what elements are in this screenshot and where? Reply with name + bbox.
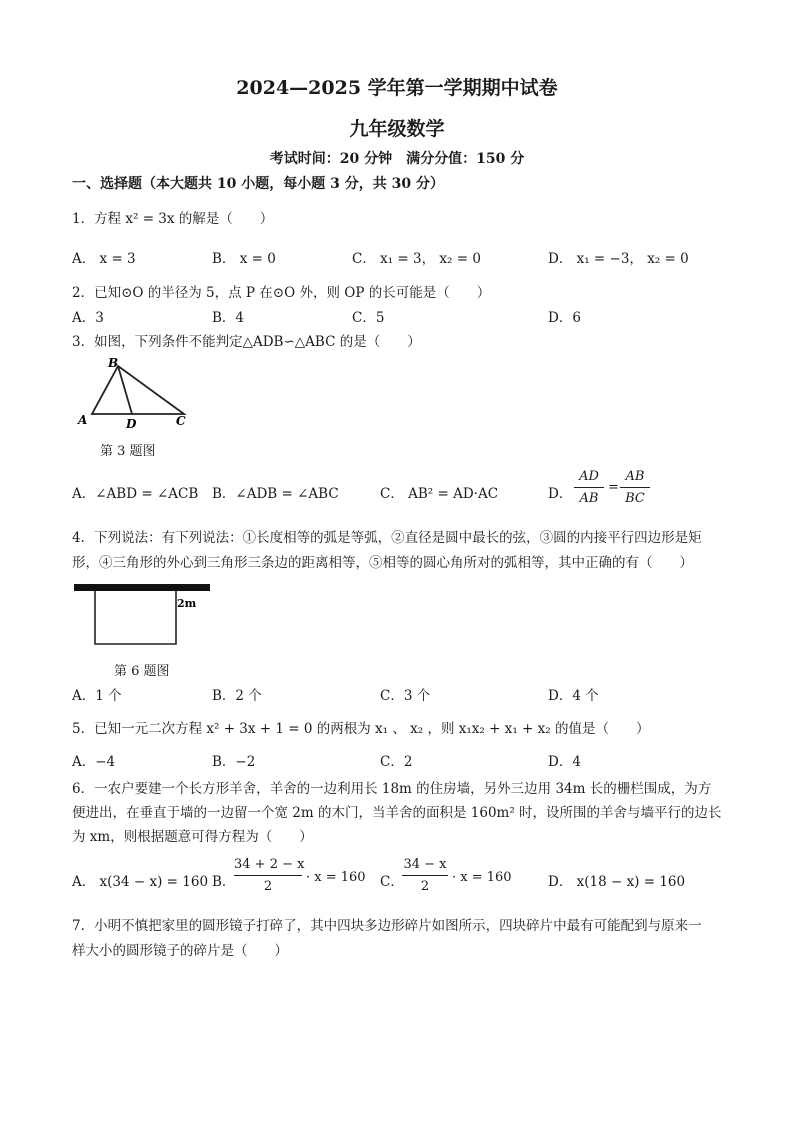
q1-option-a: A． x = 3 bbox=[72, 251, 136, 267]
q5-option-b: B．−2 bbox=[212, 754, 256, 770]
gate-width-label: 2m bbox=[177, 597, 197, 610]
q2-option-d: D．6 bbox=[548, 310, 581, 326]
fraction-2-bar bbox=[620, 487, 650, 488]
q6-option-c: C． bbox=[380, 874, 404, 890]
label-c: C bbox=[176, 414, 186, 428]
option-b-tail: · x = 160 bbox=[306, 870, 366, 885]
q2-option-a: A．3 bbox=[72, 310, 104, 326]
label-d: D bbox=[126, 417, 137, 431]
figure-3-caption: 第 3 题图 bbox=[100, 444, 156, 459]
fraction-2-denominator: BC bbox=[625, 491, 645, 506]
q4-option-b: B．2 个 bbox=[212, 688, 262, 704]
section-heading: 一、选择题（本大题共 10 小题，每小题 3 分，共 30 分） bbox=[72, 176, 444, 192]
question-3-stem: 3．如图，下列条件不能判定△ADB∽△ABC 的是（ ） bbox=[72, 334, 421, 350]
fraction-2-numerator: AB bbox=[625, 469, 645, 484]
option-b-bar bbox=[234, 875, 302, 876]
question-2-stem: 2．已知⊙O 的半径为 5，点 P 在⊙O 外，则 OP 的长可能是（ ） bbox=[72, 285, 491, 301]
option-b-denominator: 2 bbox=[263, 879, 273, 894]
q6-option-d: D． x(18 − x) = 160 bbox=[548, 874, 686, 890]
q1-option-c: C． x₁ = 3， x₂ = 0 bbox=[352, 251, 481, 267]
option-c-denominator: 2 bbox=[420, 879, 430, 894]
question-7-stem-line-1: 7．小明不慎把家里的圆形镜子打碎了，其中四块多边形碎片如图所示，四块碎片中最有可能配到与原来一 bbox=[72, 918, 702, 934]
wall-bar bbox=[74, 584, 210, 591]
fraction-equals: = bbox=[608, 480, 619, 495]
question-6-stem-line-1: 6．一农户要建一个长方形羊舍，羊舍的一边利用长 18m 的住房墙，另外三边用 34m 长的栅栏围成，为方 bbox=[72, 781, 712, 797]
q4-option-a: A．1 个 bbox=[72, 688, 122, 704]
question-4-stem-line-2: 形，④三角形的外心到三角形三条边的距离相等，⑤相等的圆心角所对的弧相等，其中正确的有（ ） bbox=[72, 555, 693, 571]
q5-option-d: D．4 bbox=[548, 754, 581, 770]
label-b: B bbox=[108, 356, 119, 370]
figure-6-caption: 第 6 题图 bbox=[114, 664, 170, 679]
fence-outline bbox=[95, 591, 176, 644]
question-7-stem-line-2: 样大小的圆形镜子的碎片是（ ） bbox=[72, 943, 288, 959]
exam-info: 考试时间：20 分钟 满分分值：150 分 bbox=[269, 151, 525, 167]
exam-title: 2024—2025 学年第一学期期中试卷 bbox=[236, 77, 558, 99]
q6-option-b: B． bbox=[212, 874, 236, 890]
question-4-stem-line-1: 4．下列说法：有下列说法：①长度相等的弧是等弧，②直径是圆中最长的弦，③圆的内接平行四边形是矩 bbox=[72, 530, 702, 546]
q6-option-a: A． x(34 − x) = 160 bbox=[72, 874, 209, 890]
label-a: A bbox=[78, 413, 88, 427]
question-6-stem-line-2: 便进出，在垂直于墙的一边留一个宽 2m 的木门，当羊舍的面积是 160m² 时，设所围的羊舍与墙平行的边长 bbox=[72, 805, 722, 821]
question-6-stem-line-3: 为 xm，则根据题意可得方程为（ ） bbox=[72, 829, 313, 845]
q3-option-c: C． AB² = AD·AC bbox=[380, 486, 499, 502]
option-c-bar bbox=[402, 875, 448, 876]
triangle-abc bbox=[92, 366, 184, 414]
q5-option-a: A．−4 bbox=[72, 754, 116, 770]
q1-option-d: D． x₁ = −3， x₂ = 0 bbox=[548, 251, 689, 267]
pen-figure bbox=[74, 580, 214, 652]
option-c-numerator: 34 − x bbox=[403, 857, 447, 872]
exam-subtitle: 九年级数学 bbox=[349, 118, 445, 140]
question-1-stem: 1．方程 x² = 3x 的解是（ ） bbox=[72, 211, 274, 227]
question-5-stem: 5．已知一元二次方程 x² + 3x + 1 = 0 的两根为 x₁ 、 x₂ ，则 x₁x₂ + x₁ + x₂ 的值是（ ） bbox=[72, 721, 650, 737]
fraction-1-bar bbox=[574, 487, 604, 488]
option-c-tail: · x = 160 bbox=[452, 870, 512, 885]
q3-option-b: B．∠ADB = ∠ABC bbox=[212, 486, 339, 502]
q3-option-a: A．∠ABD = ∠ACB bbox=[72, 486, 199, 502]
q4-option-d: D．4 个 bbox=[548, 688, 599, 704]
triangle-figure bbox=[74, 354, 194, 432]
option-b-numerator: 34 + 2 − x bbox=[234, 857, 305, 872]
q5-option-c: C．2 bbox=[380, 754, 413, 770]
q4-option-c: C．3 个 bbox=[380, 688, 431, 704]
q1-option-b: B． x = 0 bbox=[212, 251, 276, 267]
fraction-1-numerator: AD bbox=[579, 469, 599, 484]
q2-option-b: B．4 bbox=[212, 310, 245, 326]
fraction-1-denominator: AB bbox=[579, 491, 599, 506]
q3-option-d: D． bbox=[548, 486, 573, 502]
q2-option-c: C．5 bbox=[352, 310, 385, 326]
segment-bd bbox=[118, 366, 132, 414]
